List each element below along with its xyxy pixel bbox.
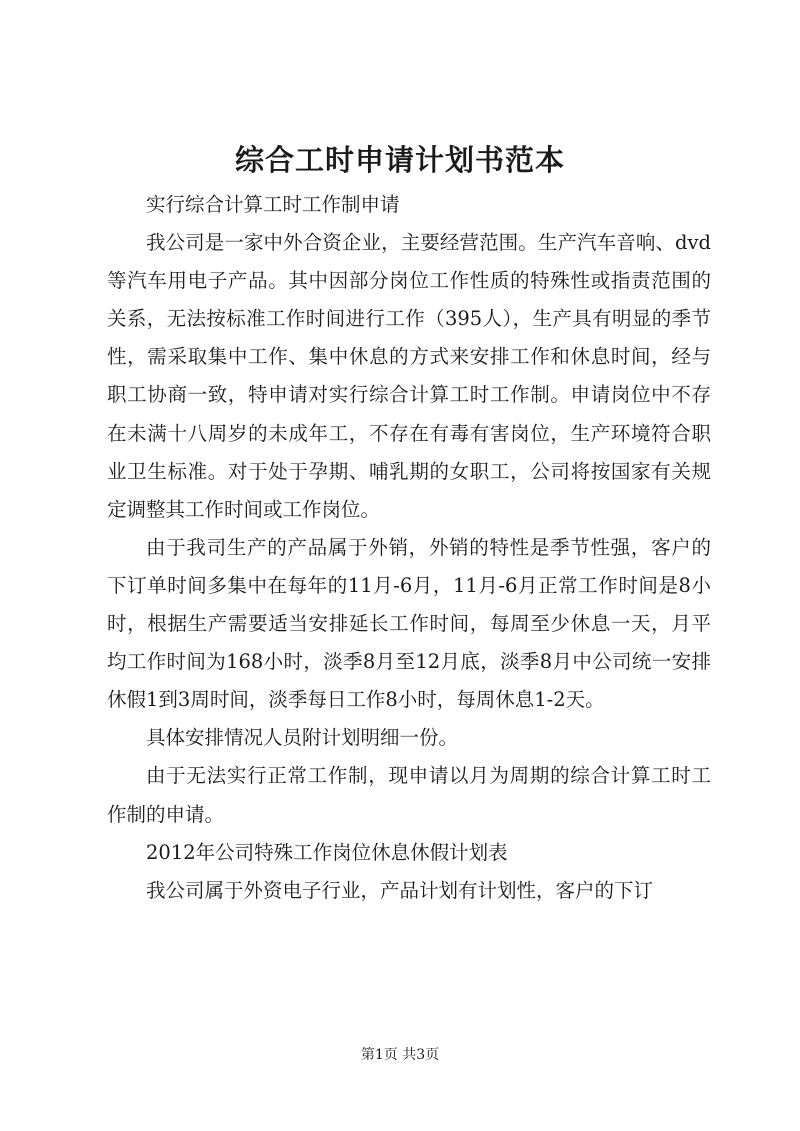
- paragraph-company-intro: 我公司是一家中外合资企业，主要经营范围。生产汽车音响、dvd等汽车用电子产品。其中因部分岗位工作性质的特殊性或指责范围的关系，无法按标准工作时间进行工作（395人），生产具有明显的季节性，需采取集中工作、集中休息的方式来安排工作和休息时间，经与职工协商一致，特申请对实行综合计算工时工作制。申请岗位中不存在未满十八周岁的未成年工，不存在有毒有害岗位，生产环境符合职业卫生标准。对于处于孕期、哺乳期的女职工，公司将按国家有关规定调整其工作时间或工作岗位。: [107, 231, 711, 521]
- paragraph-plan-table-title: 2012年公司特殊工作岗位休息休假计划表: [146, 840, 508, 864]
- paragraph-season-schedule: 由于我司生产的产品属于外销，外销的特性是季节性强，客户的下订单时间多集中在每年的11月-6月，11月-6月正常工作时间是8小时，根据生产需要适当安排延长工作时间，每周至少休息一天，月平均工作时间为168小时，淡季8月至12月底，淡季8月中公司统一安排休假1到3周时间，淡季每日工作8小时，每周休息1-2天。: [107, 535, 711, 712]
- page-footer: 第1页 共3页: [360, 1047, 440, 1063]
- paragraph-application: 由于无法实行正常工作制，现申请以月为周期的综合计算工时工作制的申请。: [107, 764, 711, 826]
- paragraph-subtitle: 实行综合计算工时工作制申请: [146, 193, 400, 216]
- paragraph-attachment-note: 具体安排情况人员附计划明细一份。: [146, 726, 459, 750]
- document-title: 综合工时申请计划书范本: [234, 143, 565, 177]
- document-body: [107, 186, 711, 910]
- paragraph-industry-note: 我公司属于外资电子行业，产品计划有计划性，客户的下订: [146, 878, 654, 902]
